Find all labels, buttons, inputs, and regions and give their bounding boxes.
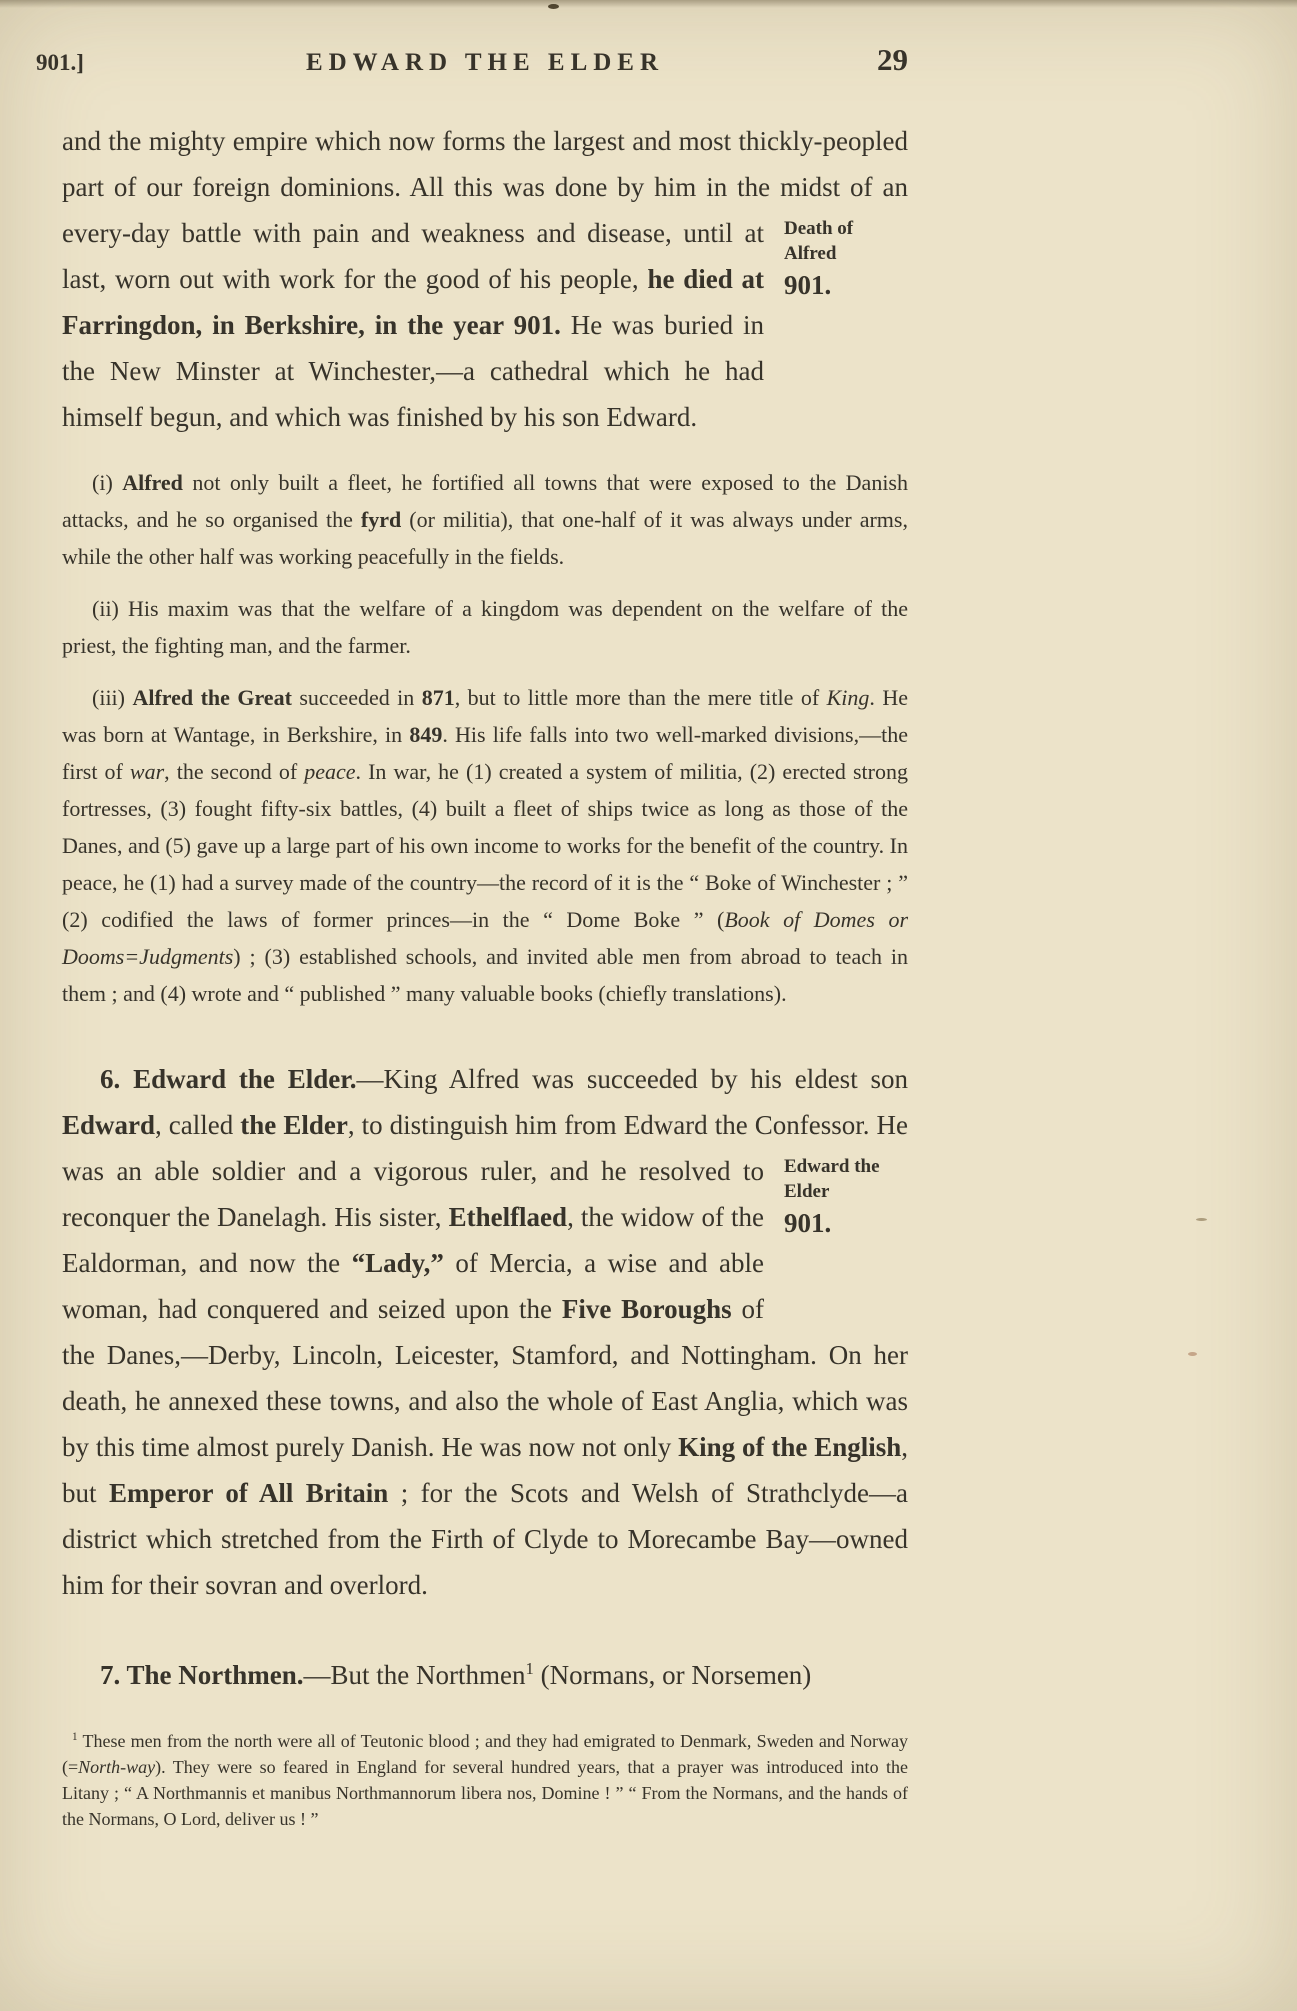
text-segment: Alfred the Great bbox=[132, 685, 292, 710]
text-segment: . His life falls into two well-marked divisions,—the first of bbox=[62, 722, 908, 784]
text-segment: . In war, he (1) created a system of militia, (2) erected strong fortresses, (3) fought fifty-six battles, (4) built a fleet of ships twice as long as those of the Danes, and (5) gave up a large part of his own income to works for the benefit of the country. In peace, he (1) had a survey made of the country—the record of it is the “ Boke of Winchester ; ” (2) codified the laws of former princes—in the “ Dome Boke ” ( bbox=[62, 759, 908, 932]
text-segment: , the second of bbox=[164, 759, 305, 784]
sidenote-edward-the-elder bbox=[784, 1154, 908, 1292]
sidenote-death-of-alfred bbox=[784, 216, 908, 354]
text-segment: until at last, worn out with work for the good of his people, bbox=[62, 218, 764, 294]
text-segment: the Elder bbox=[240, 1110, 348, 1140]
note-i bbox=[62, 464, 908, 575]
text-segment: not only built a fleet, he fortified all towns that were exposed to the Danish attacks, and he so organised the bbox=[62, 470, 908, 532]
text-segment: of the Danes,—Derby, Lincoln, Leicester, Stamford, and Nottingham. On her death, he annexed these towns, and also the whole of East Anglia, which was by this time almost purely Danish. He was now not only bbox=[62, 1294, 908, 1462]
running-section-number: 901.] bbox=[36, 50, 84, 75]
paragraph-alfred-death bbox=[62, 118, 908, 440]
text-segment: Five Boroughs bbox=[561, 1294, 732, 1324]
running-title: EDWARD THE ELDER bbox=[305, 49, 665, 76]
text-segment: ). They were so feared in England for several hundred years, that a prayer was introduced into the Litany ; “ A Northmannis et manibus Northmannorum libera nos, Domine ! ” “ From the Normans, and the hands of the Normans, O Lord, deliver us ! ” bbox=[62, 1757, 908, 1829]
text-segment: (or militia), that one-half of it was always under arms, while the other half was working peacefully in the fields. bbox=[62, 507, 908, 569]
text-segment: “Lady,” bbox=[351, 1248, 444, 1278]
footnote bbox=[62, 1728, 908, 1832]
text-segment: —King Alfred was succeeded by his eldest son bbox=[356, 1064, 909, 1094]
text-segment: He was buried in the New Minster at Winchester,—a cathedral which he had himself begun, and which was finished by his son Edward. bbox=[62, 310, 765, 432]
text-segment: Edward the Elder. bbox=[133, 1064, 357, 1094]
text-segment: (ii) His maxim was that the welfare of a kingdom was dependent on the welfare of the priest, the fighting man, and the farmer. bbox=[62, 596, 908, 658]
text-segment: 7. bbox=[100, 1660, 127, 1690]
text-segment: He was an able soldier and a vigorous ruler, and he resolved to reconquer the Danelagh. His sister, bbox=[62, 1110, 908, 1232]
text-segment: 871 bbox=[421, 685, 455, 710]
text-segment: These men from the north were all of Teutonic blood ; and they had emigrated to Denmark, Sweden and Norway (= bbox=[62, 1731, 908, 1777]
text-segment: (iii) bbox=[92, 685, 133, 710]
paragraph-text bbox=[62, 218, 764, 432]
page-header bbox=[36, 42, 908, 78]
note-iii bbox=[62, 679, 908, 1012]
text-segment: Edward bbox=[62, 1110, 156, 1140]
text-segment: of Mercia, a wise and able woman, had conquered and seized upon the bbox=[62, 1248, 764, 1324]
text-segment: and the mighty empire which now forms the largest and most thickly-peopled part of our foreign dominions. All this was done by him in the midst of an every-day battle with pain and weakness and disease, bbox=[62, 126, 908, 248]
scan-artifact bbox=[1188, 1352, 1197, 1356]
text-segment: , called bbox=[155, 1110, 241, 1140]
text-segment: , to distinguish him from Edward the Confessor. bbox=[347, 1110, 877, 1140]
text-segment: succeeded in bbox=[291, 685, 422, 710]
scan-artifact bbox=[1196, 1218, 1207, 1221]
paragraph-edward-the-elder bbox=[62, 1056, 908, 1608]
text-segment: Alfred bbox=[122, 470, 183, 495]
paragraph-text bbox=[62, 1064, 908, 1140]
small-print-notes bbox=[62, 464, 908, 1012]
text-segment: 6. bbox=[100, 1064, 134, 1094]
text-segment: 1 bbox=[72, 1731, 78, 1743]
text-segment: (Normans, or Norsemen) bbox=[533, 1660, 812, 1690]
page-number: 29 bbox=[877, 42, 908, 77]
text-segment: , but bbox=[62, 1432, 908, 1508]
text-segment: fyrd bbox=[360, 507, 402, 532]
text-segment: ) ; (3) established schools, and invited able men from abroad to teach in them ; and (4) wrote and “ published ” many valuable books (chiefly translations). bbox=[62, 944, 908, 1006]
text-segment: , but to little more than the mere title of bbox=[454, 685, 827, 710]
sidenote-year: 901. bbox=[784, 1208, 832, 1238]
text-segment: North-way bbox=[78, 1757, 156, 1777]
paragraph-text bbox=[62, 1110, 908, 1600]
text-segment: The Northmen. bbox=[126, 1660, 304, 1690]
text-segment: , the widow of the Ealdorman, and now the bbox=[62, 1202, 764, 1278]
scan-edge bbox=[0, 0, 1297, 8]
text-segment: 849 bbox=[409, 722, 443, 747]
paragraph-the-northmen bbox=[62, 1652, 908, 1698]
scan-artifact bbox=[548, 4, 559, 9]
text-segment: (i) bbox=[92, 470, 123, 495]
text-segment: King of the English bbox=[678, 1432, 902, 1462]
sidenote-year: 901. bbox=[784, 270, 832, 300]
text-segment: Emperor of All Britain bbox=[108, 1478, 389, 1508]
content-column bbox=[36, 42, 909, 1832]
text-segment: war bbox=[129, 759, 165, 784]
text-segment: Book of Domes or Dooms=Judgments bbox=[62, 907, 909, 969]
text-segment: ; for the Scots and Welsh of Strathclyde—a district which stretched from the Firth of Clyde to Morecambe Bay—owned him for their sovran and overlord. bbox=[62, 1478, 908, 1600]
text-segment: Ethelflaed bbox=[448, 1202, 568, 1232]
text-segment: he died at Farringdon, in Berkshire, in the year 901. bbox=[62, 264, 764, 340]
text-segment: 1 bbox=[525, 1659, 534, 1678]
text-segment: . He was born at Wantage, in Berkshire, in bbox=[62, 685, 908, 747]
paragraph-text bbox=[62, 126, 908, 248]
text-segment: King bbox=[826, 685, 870, 710]
text-segment: —But the Northmen bbox=[303, 1660, 526, 1690]
note-ii bbox=[62, 590, 908, 664]
sidenote-label: Edward the Elder bbox=[784, 1156, 880, 1202]
sidenote-label: Death of Alfred bbox=[784, 218, 854, 264]
text-segment: peace bbox=[304, 759, 356, 784]
